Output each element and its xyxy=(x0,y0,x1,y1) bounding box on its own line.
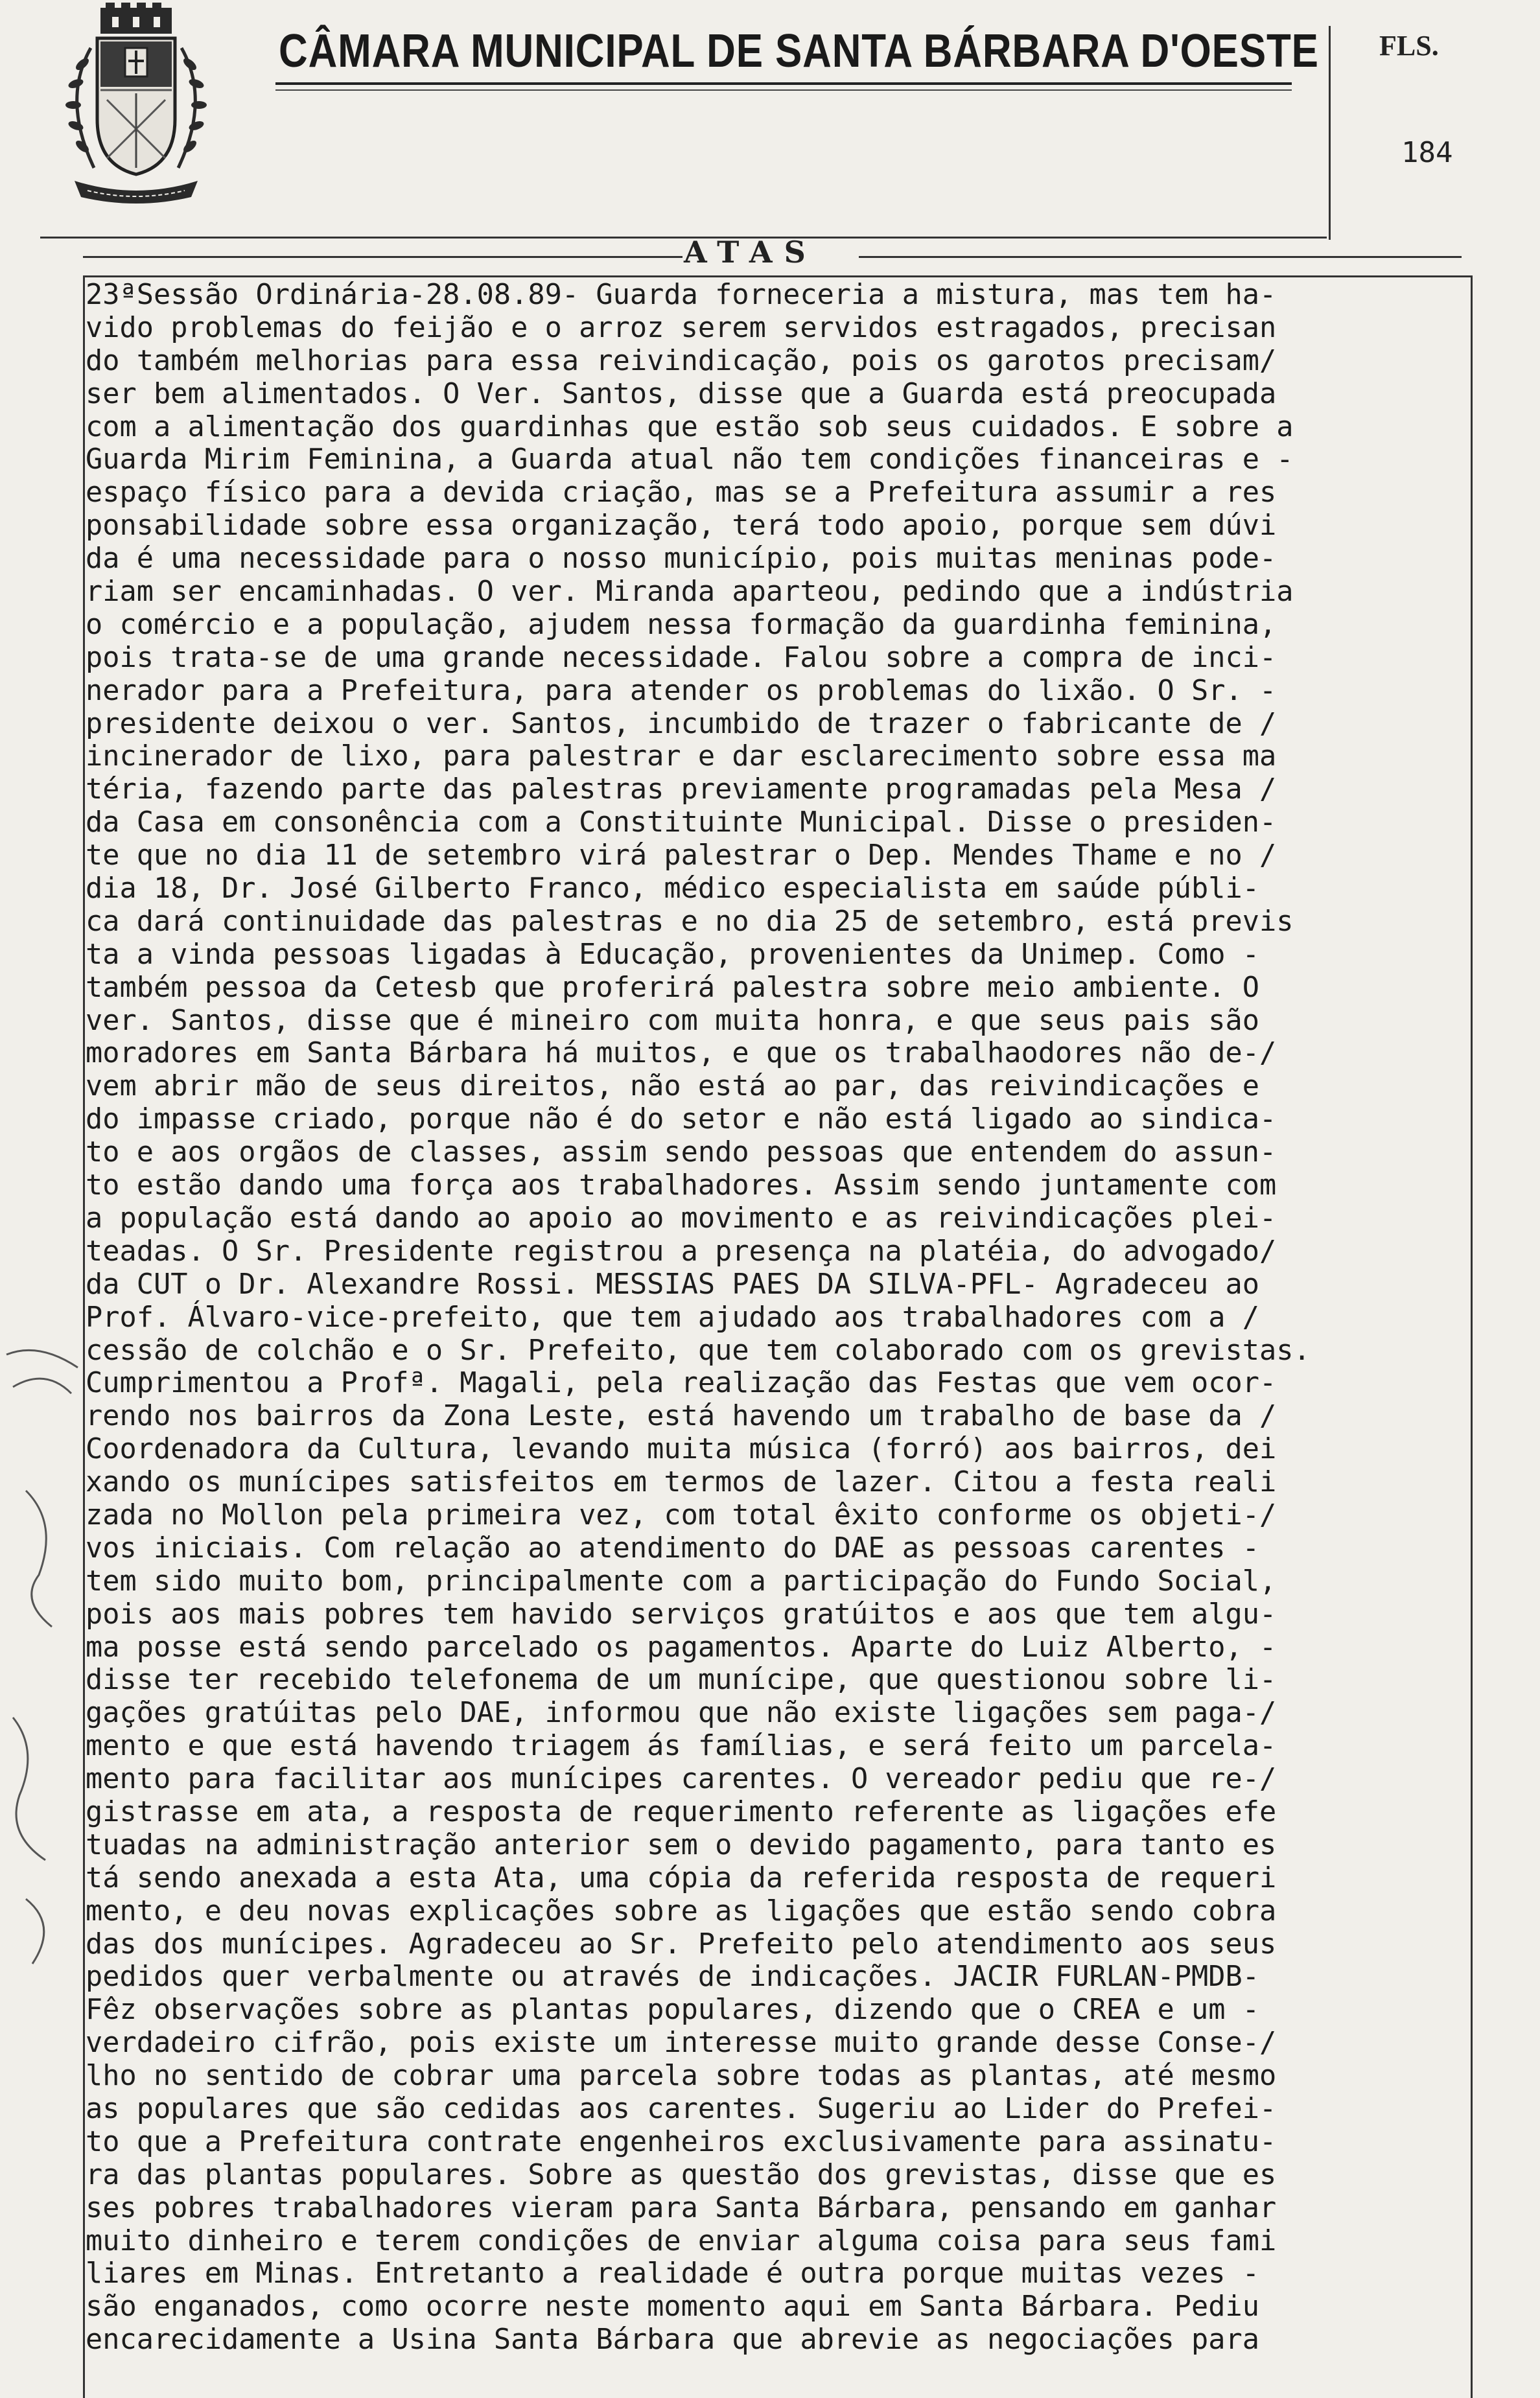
minutes-text-line: xando os munícipes satisfeitos em termos de lazer. Citou a festa reali xyxy=(86,1466,1277,1499)
minutes-text-line: da Casa em consonência com a Constituinte Municipal. Disse o presiden- xyxy=(86,806,1277,839)
minutes-text-line: das dos munícipes. Agradeceu ao Sr. Prefeito pelo atendimento aos seus xyxy=(86,1927,1277,1961)
title-underline xyxy=(275,82,1292,85)
minutes-text-line: ver. Santos, disse que é mineiro com muita honra, e que seus pais são xyxy=(86,1004,1259,1037)
minutes-text-line: cessão de colchão e o Sr. Prefeito, que tem colaborado com os grevistas. xyxy=(86,1334,1311,1367)
minutes-text-line: da CUT o Dr. Alexandre Rossi. MESSIAS PAES DA SILVA-PFL- Agradeceu ao xyxy=(86,1268,1259,1301)
section-heading: ATAS xyxy=(684,235,817,270)
section-rule-left xyxy=(83,256,682,258)
folio-label: FLS. xyxy=(1379,30,1439,62)
minutes-text-line: mento, e deu novas explicações sobre as ligações que estão sendo cobra xyxy=(86,1894,1277,1927)
municipal-coat-of-arms-logo xyxy=(36,3,237,207)
minutes-body xyxy=(86,279,1479,2357)
minutes-text-line: dia 18, Dr. José Gilberto Franco, médico especialista em saúde públi- xyxy=(86,872,1259,905)
minutes-text-line: verdadeiro cifrão, pois existe um interesse muito grande desse Conse-/ xyxy=(86,2027,1277,2060)
minutes-text-line: também pessoa da Cetesb que proferirá palestra sobre meio ambiente. O xyxy=(86,971,1259,1004)
minutes-text-line: ponsabilidade sobre essa organização, terá todo apoio, porque sem dúvi xyxy=(86,509,1277,542)
minutes-text-line: ses pobres trabalhadores vieram para Santa Bárbara, pensando em ganhar xyxy=(86,2191,1277,2224)
minutes-text-line: vos iniciais. Com relação ao atendimento do DAE as pessoas carentes - xyxy=(86,1531,1259,1565)
minutes-text-line: téria, fazendo parte das palestras previamente programadas pela Mesa / xyxy=(86,773,1277,806)
title-underline-thin xyxy=(275,89,1292,91)
minutes-text-line: riam ser encaminhadas. O ver. Miranda aparteou, pedindo que a indústria xyxy=(86,576,1294,609)
minutes-text-line: da é uma necessidade para o nosso município, pois muitas meninas pode- xyxy=(86,542,1277,576)
minutes-text-line: to e aos orgãos de classes, assim sendo pessoas que entendem do assun- xyxy=(86,1136,1277,1169)
minutes-text-line: pedidos quer verbalmente ou através de indicações. JACIR FURLAN-PMDB- xyxy=(86,1961,1259,1994)
minutes-text-line: te que no dia 11 de setembro virá palestrar o Dep. Mendes Thame e no / xyxy=(86,839,1277,872)
minutes-text-line: to que a Prefeitura contrate engenheiros exclusivamente para assinatu- xyxy=(86,2125,1277,2158)
minutes-text-line: gações gratúitas pelo DAE, informou que não existe ligações sem paga-/ xyxy=(86,1697,1277,1730)
minutes-text-line: pois aos mais pobres tem havido serviços gratúitos e aos que tem algu- xyxy=(86,1598,1277,1631)
minutes-text-line: moradores em Santa Bárbara há muitos, e que os trabalhaodores não de-/ xyxy=(86,1037,1277,1070)
minutes-text-line: Prof. Álvaro-vice-prefeito, que tem ajudado aos trabalhadores com a / xyxy=(86,1301,1259,1334)
minutes-text-line: encarecidamente a Usina Santa Bárbara que abrevie as negociações para xyxy=(86,2323,1259,2357)
minutes-text-line: a população está dando ao apoio ao movimento e as reivindicações plei- xyxy=(86,1202,1277,1235)
institution-title: CÂMARA MUNICIPAL DE SANTA BÁRBARA D'OESTE xyxy=(279,25,1319,77)
minutes-text-line: ra das plantas populares. Sobre as questão dos grevistas, disse que es xyxy=(86,2158,1277,2191)
minutes-text-line: vem abrir mão de seus direitos, não está ao par, das reivindicações e xyxy=(86,1070,1259,1103)
section-rule-right xyxy=(859,256,1462,258)
minutes-text-line: são enganados, como ocorre neste momento aqui em Santa Bárbara. Pediu xyxy=(86,2290,1259,2323)
minutes-text-line: pois trata-se de uma grande necessidade. Falou sobre a compra de inci- xyxy=(86,641,1277,674)
minutes-text-line: nerador para a Prefeitura, para atender os problemas do lixão. O Sr. - xyxy=(86,674,1277,707)
minutes-text-line: tá sendo anexada a esta Ata, uma cópia da referida resposta de requeri xyxy=(86,1861,1277,1894)
minutes-text-line: vido problemas do feijão e o arroz serem servidos estragados, precisan xyxy=(86,311,1277,344)
minutes-text-line: Cumprimentou a Profª. Magali, pela realização das Festas que vem ocor- xyxy=(86,1367,1277,1400)
minutes-text-line: liares em Minas. Entretanto a realidade é outra porque muitas vezes - xyxy=(86,2257,1259,2290)
minutes-text-line: tem sido muito bom, principalmente com a participação do Fundo Social, xyxy=(86,1565,1277,1598)
minutes-text-line: as populares que são cedidas aos carentes. Sugeriu ao Lider do Prefei- xyxy=(86,2092,1277,2125)
minutes-text-line: disse ter recebido telefonema de um munícipe, que questionou sobre li- xyxy=(86,1664,1277,1697)
folio-divider xyxy=(1329,26,1331,240)
minutes-text-line: mento e que está havendo triagem ás famílias, e será feito um parcela- xyxy=(86,1730,1277,1763)
minutes-text-line: Coordenadora da Cultura, levando muita música (forró) aos bairros, dei xyxy=(86,1433,1277,1466)
minutes-text-line: ta a vinda pessoas ligadas à Educação, provenientes da Unimep. Como - xyxy=(86,938,1259,971)
margin-handwritten-signature xyxy=(0,1329,91,1977)
minutes-text-line: gistrasse em ata, a resposta de requerimento referente as ligações efe xyxy=(86,1795,1277,1828)
minutes-text-line: lho no sentido de cobrar uma parcela sobre todas as plantas, até mesmo xyxy=(86,2060,1277,2093)
minutes-text-line: do impasse criado, porque não é do setor e não está ligado ao sindica- xyxy=(86,1103,1277,1136)
minutes-text-line: ca dará continuidade das palestras e no dia 25 de setembro, está previs xyxy=(86,905,1294,938)
minutes-text-line: presidente deixou o ver. Santos, incumbido de trazer o fabricante de / xyxy=(86,707,1277,740)
minutes-text-line: tuadas na administração anterior sem o devido pagamento, para tanto es xyxy=(86,1828,1277,1861)
minutes-text-line: teadas. O Sr. Presidente registrou a presença na platéia, do advogado/ xyxy=(86,1235,1277,1268)
minutes-text-line: espaço físico para a devida criação, mas se a Prefeitura assumir a res xyxy=(86,476,1277,509)
minutes-text-line: com a alimentação dos guardinhas que estão sob seus cuidados. E sobre a xyxy=(86,410,1294,443)
minutes-text-line: muito dinheiro e terem condições de enviar alguma coisa para seus fami xyxy=(86,2224,1277,2257)
minutes-text-line: to estão dando uma força aos trabalhadores. Assim sendo juntamente com xyxy=(86,1169,1277,1202)
minutes-text-line: do também melhorias para essa reivindicação, pois os garotos precisam/ xyxy=(86,344,1277,377)
minutes-text-line: incinerador de lixo, para palestrar e dar esclarecimento sobre essa ma xyxy=(86,740,1277,773)
page-number: 184 xyxy=(1401,136,1453,169)
minutes-text-line: rendo nos bairros da Zona Leste, está havendo um trabalho de base da / xyxy=(86,1400,1277,1433)
minutes-text-line: 23ªSessão Ordinária-28.08.89- Guarda forneceria a mistura, mas tem ha- xyxy=(86,279,1277,311)
minutes-text-line: ser bem alimentados. O Ver. Santos, disse que a Guarda está preocupada xyxy=(86,377,1277,410)
minutes-text-line: ma posse está sendo parcelado os pagamentos. Aparte do Luiz Alberto, - xyxy=(86,1631,1277,1664)
minutes-text-line: zada no Mollon pela primeira vez, com total êxito conforme os objeti-/ xyxy=(86,1498,1277,1531)
minutes-text-line: mento para facilitar aos munícipes carentes. O vereador pediu que re-/ xyxy=(86,1763,1277,1796)
minutes-text-line: Guarda Mirim Feminina, a Guarda atual não tem condições financeiras e - xyxy=(86,443,1294,476)
minutes-text-line: o comércio e a população, ajudem nessa formação da guardinha feminina, xyxy=(86,608,1277,641)
minutes-text-line: Fêz observações sobre as plantas populares, dizendo que o CREA e um - xyxy=(86,1994,1259,2027)
